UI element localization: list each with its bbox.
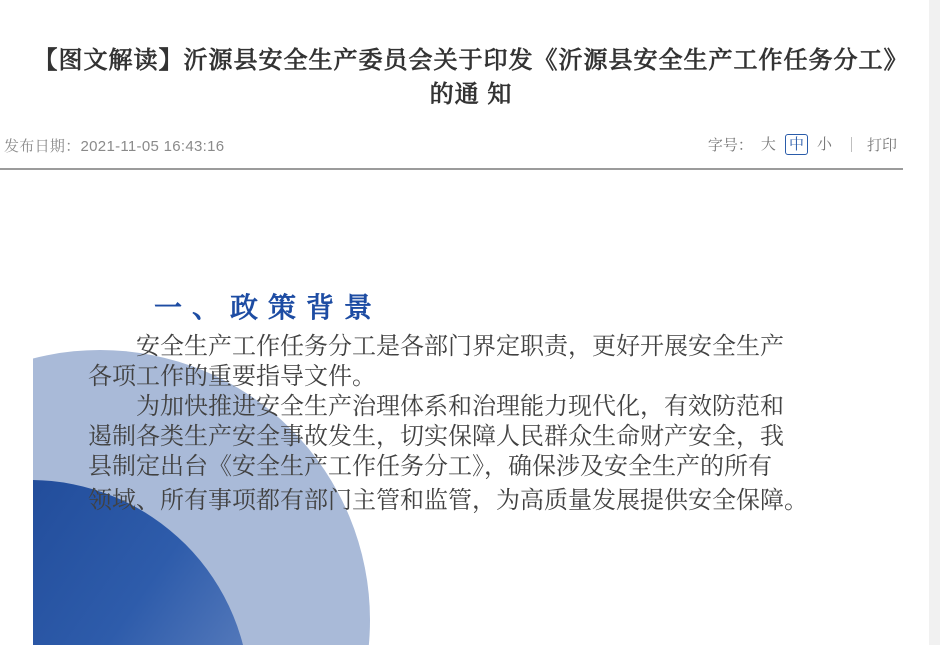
font-size-small-button[interactable]: 小 [816,135,832,153]
font-size-medium-button[interactable]: 中 [785,134,808,155]
publish-date [4,135,224,156]
article-body-text [88,332,888,516]
article-illustration-image [33,270,910,645]
page-title-line2: 的通 知 [429,81,513,108]
header-divider-line [0,168,903,170]
article-text-line: 安全生产工作任务分工是各部门界定职责，更好开展安全生产 [136,333,784,360]
scrollbar-track[interactable] [929,0,940,645]
page-title [0,44,942,112]
page-title-line1: 【图文解读】沂源县安全生产委员会关于印发《沂源县安全生产工作任务分工》 [33,47,909,74]
article-text-line: 为加快推进安全生产治理体系和治理能力现代化，有效防范和 [136,393,784,420]
controls-divider: ｜ [843,136,859,154]
font-size-controls [708,132,897,156]
publish-date-label: 发布日期： [4,138,81,155]
publish-date-value: 2021-11-05 16:43:16 [80,138,225,155]
section-heading-policy-background: 一、政策背景 [154,292,383,323]
font-size-label: 字号： [707,136,753,154]
print-button[interactable]: 打印 [866,136,897,154]
article-text-line: 各项工作的重要指导文件。 [88,363,376,390]
font-size-large-button[interactable]: 大 [760,135,776,153]
article-text-line: 遏制各类生产安全事故发生，切实保障人民群众生命财产安全，我 [88,423,784,450]
meta-row [0,130,903,158]
article-text-line: 领域、所有事项都有部门主管和监管，为高质量发展提供安全保障。 [88,487,808,514]
article-text-line: 县制定出台《安全生产工作任务分工》，确保涉及安全生产的所有 [88,453,772,480]
